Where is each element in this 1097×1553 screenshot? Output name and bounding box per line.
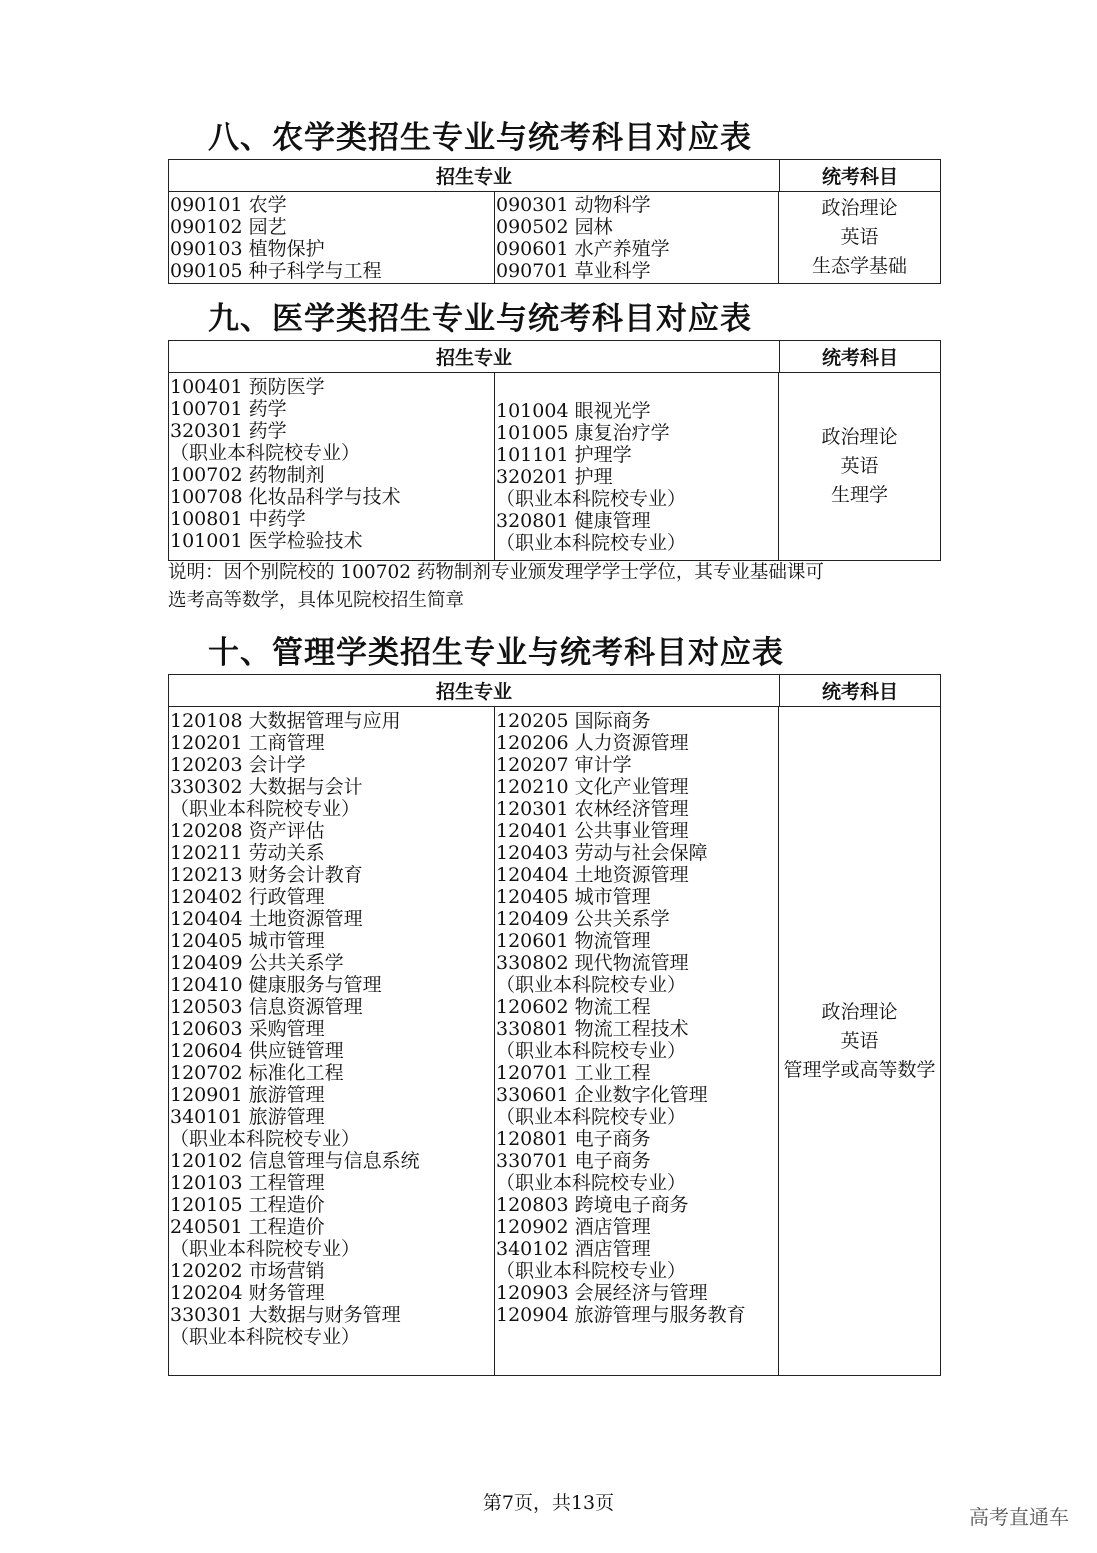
major-item: （职业本科院校专业） xyxy=(170,798,361,820)
major-item: 330301 大数据与财务管理 xyxy=(170,1304,401,1326)
major-item: 120207 审计学 xyxy=(496,754,632,776)
major-item: 120901 旅游管理 xyxy=(170,1084,325,1106)
major-item: （职业本科院校专业） xyxy=(496,974,687,996)
major-item: 120206 人力资源管理 xyxy=(496,732,689,754)
major-item: 120105 工程造价 xyxy=(170,1194,325,1216)
major-item: 090701 草业科学 xyxy=(496,260,651,282)
major-item: （职业本科院校专业） xyxy=(496,488,687,510)
subject-list xyxy=(779,707,940,1375)
major-item: （职业本科院校专业） xyxy=(170,1326,361,1348)
major-item: 100801 中药学 xyxy=(170,508,306,530)
major-item: 120503 信息资源管理 xyxy=(170,996,363,1018)
major-item: 120205 国际商务 xyxy=(496,710,651,732)
header-subject: 统考科目 xyxy=(821,166,898,188)
major-item: 120702 标准化工程 xyxy=(170,1062,344,1084)
major-item: 120103 工程管理 xyxy=(170,1172,325,1194)
major-item: 120402 行政管理 xyxy=(170,886,325,908)
major-item: （职业本科院校专业） xyxy=(170,1238,361,1260)
major-item: 330302 大数据与会计 xyxy=(170,776,363,798)
major-item: 120801 电子商务 xyxy=(496,1128,651,1150)
major-item: 090103 植物保护 xyxy=(170,238,325,260)
major-item: 340102 酒店管理 xyxy=(496,1238,651,1260)
page-number: 第7页，共13页 xyxy=(482,1492,615,1514)
subject-list xyxy=(779,192,940,283)
subject-item: 英语 xyxy=(840,455,879,477)
major-item: 101101 护理学 xyxy=(496,444,632,466)
major-item: 090502 园林 xyxy=(496,216,613,238)
major-item: 090301 动物科学 xyxy=(496,194,651,216)
major-item: 120401 公共事业管理 xyxy=(496,820,689,842)
major-item: 100401 预防医学 xyxy=(170,376,325,398)
table-medicine xyxy=(168,340,941,561)
table-header xyxy=(169,341,940,373)
section-title-management: 十、管理学类招生专业与统考科目对应表 xyxy=(208,635,784,671)
major-item: 120602 物流工程 xyxy=(496,996,651,1018)
major-item: （职业本科院校专业） xyxy=(496,1040,687,1062)
major-item: （职业本科院校专业） xyxy=(496,1106,687,1128)
major-list-right xyxy=(495,373,779,560)
major-item: 120203 会计学 xyxy=(170,754,306,776)
header-subject: 统考科目 xyxy=(821,347,898,369)
major-item: （职业本科院校专业） xyxy=(496,1172,687,1194)
header-subject: 统考科目 xyxy=(821,681,898,703)
major-item: 100701 药学 xyxy=(170,398,287,420)
subject-item: 政治理论 xyxy=(821,1000,898,1023)
major-item: 320201 护理 xyxy=(496,466,613,488)
major-item: 100708 化妆品科学与技术 xyxy=(170,486,401,508)
section-title-agriculture: 八、农学类招生专业与统考科目对应表 xyxy=(208,120,752,156)
major-item: 330801 物流工程技术 xyxy=(496,1018,689,1040)
major-item: 330601 企业数字化管理 xyxy=(496,1084,708,1106)
major-item: （职业本科院校专业） xyxy=(170,442,361,464)
subject-item: 英语 xyxy=(840,226,879,248)
header-major: 招生专业 xyxy=(169,160,780,191)
major-item: 120409 公共关系学 xyxy=(496,908,670,930)
major-item: 120108 大数据管理与应用 xyxy=(170,710,401,732)
subject-list xyxy=(779,373,940,560)
major-item: 120904 旅游管理与服务教育 xyxy=(496,1304,746,1326)
header-major: 招生专业 xyxy=(169,675,780,706)
major-list-right xyxy=(495,707,779,1375)
subject-item: 管理学或高等数学 xyxy=(783,1058,936,1081)
major-list-right xyxy=(495,192,779,283)
major-item: 120208 资产评估 xyxy=(170,820,325,842)
major-item: 101005 康复治疗学 xyxy=(496,422,670,444)
major-item: 120404 土地资源管理 xyxy=(170,908,363,930)
major-item: 120405 城市管理 xyxy=(170,930,325,952)
major-item: 090101 农学 xyxy=(170,194,287,216)
major-item: 120803 跨境电子商务 xyxy=(496,1194,689,1216)
header-major: 招生专业 xyxy=(169,341,780,372)
note-line-2: 选考高等数学，具体见院校招生简章 xyxy=(168,590,465,611)
table-management xyxy=(168,674,941,1376)
subject-item: 政治理论 xyxy=(821,426,898,448)
note xyxy=(168,559,943,615)
major-item: 120301 农林经济管理 xyxy=(496,798,689,820)
table-header xyxy=(169,675,940,707)
major-item: 120403 劳动与社会保障 xyxy=(496,842,708,864)
major-item: 120210 文化产业管理 xyxy=(496,776,689,798)
major-item: 120410 健康服务与管理 xyxy=(170,974,382,996)
major-item: 120404 土地资源管理 xyxy=(496,864,689,886)
note-line-1: 说明：因个别院校的 100702 药物制剂专业颁发理学学士学位，其专业基础课可 xyxy=(168,562,824,583)
section-title-medicine: 九、医学类招生专业与统考科目对应表 xyxy=(208,301,752,337)
major-item: 090601 水产养殖学 xyxy=(496,238,670,260)
table-agriculture xyxy=(168,159,941,284)
major-item: 120102 信息管理与信息系统 xyxy=(170,1150,420,1172)
major-list-left xyxy=(169,373,495,560)
major-item: 120204 财务管理 xyxy=(170,1282,325,1304)
major-item: 120603 采购管理 xyxy=(170,1018,325,1040)
major-item: 120701 工业工程 xyxy=(496,1062,651,1084)
major-item: 120213 财务会计教育 xyxy=(170,864,363,886)
watermark: 高考直通车 xyxy=(969,1505,1069,1529)
major-item: （职业本科院校专业） xyxy=(496,532,687,554)
major-item: 330701 电子商务 xyxy=(496,1150,651,1172)
major-item: 090102 园艺 xyxy=(170,216,287,238)
major-item: 101001 医学检验技术 xyxy=(170,530,363,552)
major-item: 120201 工商管理 xyxy=(170,732,325,754)
table-header xyxy=(169,160,940,192)
major-item: 120902 酒店管理 xyxy=(496,1216,651,1238)
major-item: 320801 健康管理 xyxy=(496,510,651,532)
major-item: （职业本科院校专业） xyxy=(170,1128,361,1150)
subject-item: 生理学 xyxy=(830,484,888,506)
major-item: 120903 会展经济与管理 xyxy=(496,1282,708,1304)
major-item: 120405 城市管理 xyxy=(496,886,651,908)
subject-item: 英语 xyxy=(840,1029,879,1052)
major-item: 100702 药物制剂 xyxy=(170,464,325,486)
major-item: 240501 工程造价 xyxy=(170,1216,325,1238)
major-item: 120211 劳动关系 xyxy=(170,842,325,864)
major-item: 090105 种子科学与工程 xyxy=(170,260,382,282)
major-item: 120409 公共关系学 xyxy=(170,952,344,974)
major-item: 120202 市场营销 xyxy=(170,1260,325,1282)
subject-item: 生态学基础 xyxy=(811,255,907,277)
subject-item: 政治理论 xyxy=(821,197,898,219)
major-list-left xyxy=(169,192,495,283)
major-item: 101004 眼视光学 xyxy=(496,400,651,422)
major-item: 330802 现代物流管理 xyxy=(496,952,689,974)
major-item: 320301 药学 xyxy=(170,420,287,442)
major-item: 340101 旅游管理 xyxy=(170,1106,325,1128)
major-item: （职业本科院校专业） xyxy=(496,1260,687,1282)
major-item: 120601 物流管理 xyxy=(496,930,651,952)
major-item: 120604 供应链管理 xyxy=(170,1040,344,1062)
major-list-left xyxy=(169,707,495,1375)
